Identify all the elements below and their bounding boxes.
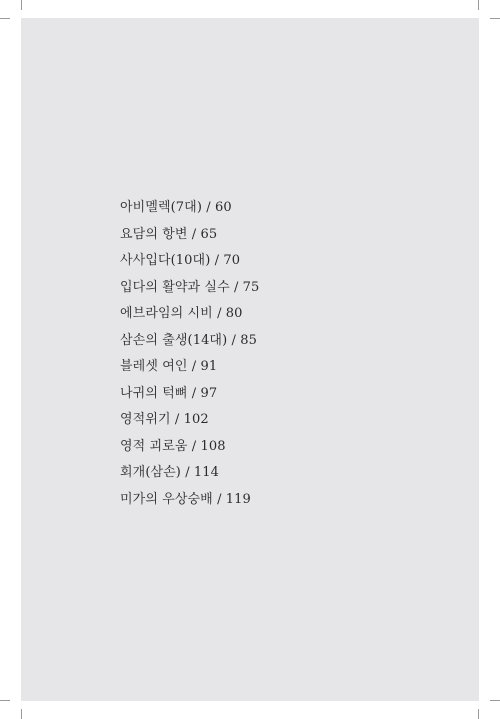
toc-entry: 삼손의 출생(14대) / 85 <box>120 332 257 348</box>
toc-entry: 영적 괴로움 / 108 <box>120 438 226 454</box>
crop-mark-bottom-left-v <box>21 709 22 719</box>
table-of-contents <box>120 198 259 516</box>
toc-entry: 입다의 활약과 실수 / 75 <box>120 279 260 295</box>
toc-entry: 블레셋 여인 / 91 <box>120 359 218 374</box>
crop-mark-bottom-right-v <box>478 709 479 719</box>
toc-entry: 사사입다(10대) / 70 <box>120 253 241 268</box>
toc-entry: 에브라임의 시비 / 80 <box>120 306 243 321</box>
crop-mark-bottom-left-h <box>0 700 10 701</box>
toc-entry: 나귀의 턱뼈 / 97 <box>120 385 218 401</box>
crop-mark-top-left-h <box>0 18 10 19</box>
toc-entry: 요담의 항변 / 65 <box>120 226 218 242</box>
toc-entry: 회개(삼손) / 114 <box>120 465 220 480</box>
crop-mark-top-right-h <box>490 18 500 19</box>
toc-entry: 아비멜렉(7대) / 60 <box>120 200 232 215</box>
crop-mark-bottom-right-h <box>490 700 500 701</box>
toc-entry: 영적위기 / 102 <box>120 412 209 427</box>
toc-entry: 미가의 우상숭배 / 119 <box>120 491 251 507</box>
crop-mark-top-left-v <box>21 0 22 10</box>
crop-mark-top-right-v <box>478 0 479 10</box>
